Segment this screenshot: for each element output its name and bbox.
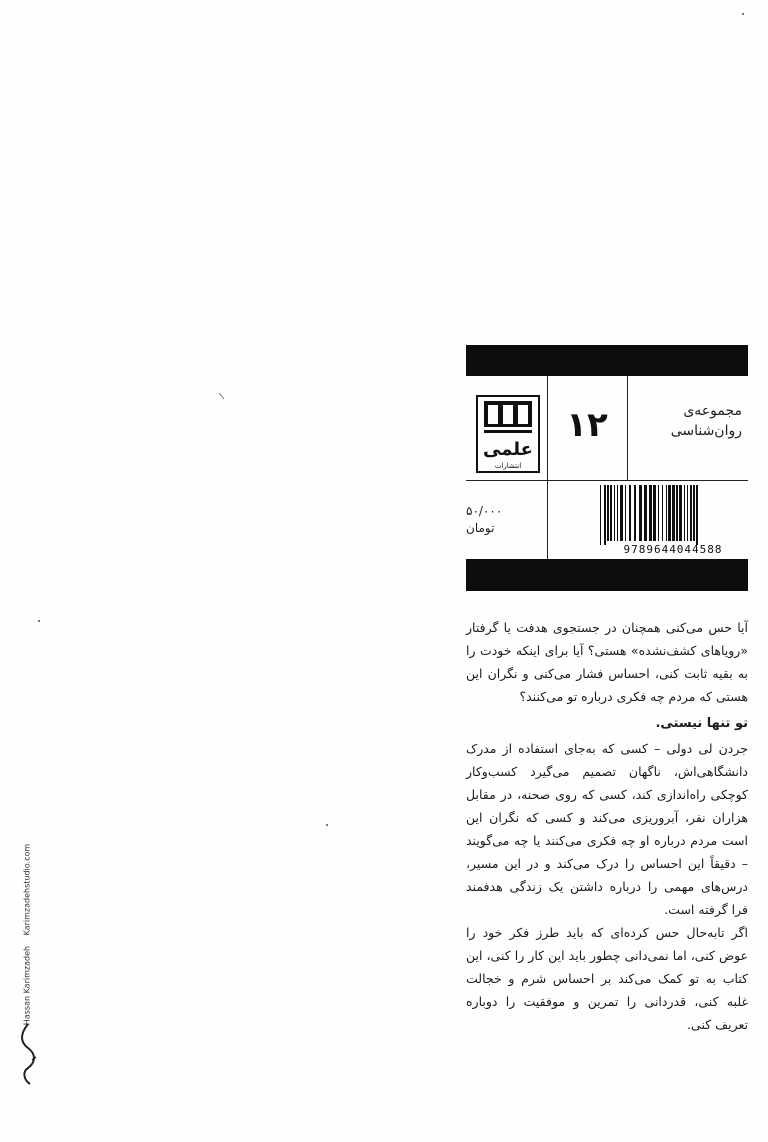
series-title [634,401,742,441]
barcode-bar [625,485,626,541]
barcode-bar [672,485,675,541]
barcode-bar [653,485,656,541]
barcode-bar [649,485,652,541]
price [466,503,536,537]
divider [466,480,748,481]
logo-text: علمی [483,439,533,460]
barcode-bar [662,485,663,541]
book-info-block [466,345,748,591]
blurb-heading: تو تنها نیستی. [655,716,748,731]
speck [219,393,225,400]
top-black-bar [466,345,748,376]
barcode [598,485,748,545]
barcode-bar [639,485,642,541]
series-title-line: مجموعه‌ی [683,403,742,419]
barcode-bar [607,485,609,541]
price-amount: ۵۰/۰۰۰ [466,504,503,518]
speck [38,620,40,622]
designer-signature-mark [16,1020,40,1090]
blurb-paragraph: آیا حس می‌کنی همچنان در جستجوی هدفت یا گرفتار «رویاهای کشف‌نشده» هستی؟ آیا برای اینکه خودت را به بقیه ثابت کنی، احساس فشار می‌کنی و نگران این هستی که مردم چه فکری درباره تو می‌کنند؟ [466,620,748,704]
designer-credit [12,830,42,1120]
barcode-bar [666,485,667,541]
barcode-bar [617,485,618,541]
price-currency: تومان [466,521,495,535]
designer-name: Hassan Karimzadeh [22,945,32,1026]
barcode-bar [687,485,688,541]
barcode-bar [693,485,695,541]
barcode-bar [614,485,615,541]
barcode-bar [696,485,698,545]
publisher-logo [476,395,540,473]
divider [627,376,628,480]
bottom-black-bar [466,559,748,591]
series-number: ۱۲ [566,405,608,445]
speck [326,824,328,826]
series-title-line: روان‌شناسی [670,423,742,439]
barcode-bar [690,485,692,541]
barcode-bar [644,485,647,541]
isbn-number: 9789644044588 [623,543,723,556]
barcode-bar [668,485,671,541]
speck [742,13,744,15]
barcode-bar [658,485,659,541]
imprint-label: انتشارات [494,462,522,470]
barcode-bar [676,485,678,541]
barcode-bar [600,485,601,545]
blurb-paragraph: جردن لی دولی – کسی که به‌جای استفاده از مدرک دانشگاهی‌اش، ناگهان تصمیم می‌گیرد کسب‌وکار کوچکی راه‌اندازی کند، کسی که روی صحنه، در مقابل هزاران نفر، آبروریزی می‌کند و کسی که نگران این است مردم درباره او چه فکری می‌کنند یا چه می‌گویند – دقیقاً این احساس را درک می‌کند و در این مسیر، درس‌های مهمی را درباره داشتن یک زندگی هدفمند فرا گرفته است. [466,741,748,917]
designer-website: Karimzadehstudio.com [22,843,32,936]
divider [547,376,548,559]
barcode-bar [604,485,606,545]
barcode-bar [684,485,685,541]
barcode-bar [634,485,636,541]
blurb-paragraph: اگر تابه‌حال حس کرده‌ای که باید طرز فکر خود را عوض کنی، اما نمی‌دانی چطور باید این کار را کنی، این کتاب به تو کمک می‌کند بر احساس شرم و خجالت غلبه کنی، قدردانی را تمرین و موفقیت را دوباره تعریف کنی. [466,925,748,1032]
barcode-bar [679,485,682,541]
barcode-bar [610,485,612,541]
barcode-bar [629,485,631,541]
blurb [466,616,748,1036]
barcode-bar [620,485,623,541]
